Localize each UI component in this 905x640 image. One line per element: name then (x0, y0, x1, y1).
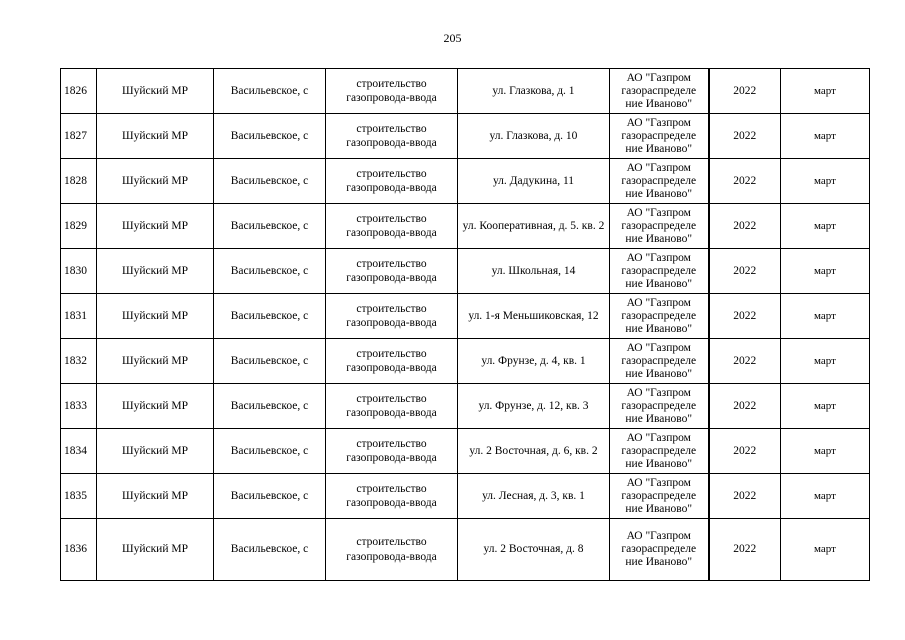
settlement-cell: Васильевское, с (214, 294, 326, 339)
table-row (61, 294, 870, 339)
work-type-cell: строительство газопровода-ввода (326, 429, 458, 474)
year-cell: 2022 (709, 114, 781, 159)
address-cell: ул. Школьная, 14 (458, 249, 610, 294)
district-cell: Шуйский МР (97, 339, 214, 384)
organization-cell: АО "Газпром газораспределе ние Иваново" (610, 249, 709, 294)
year-cell: 2022 (709, 474, 781, 519)
table-row (61, 339, 870, 384)
organization-cell: АО "Газпром газораспределе ние Иваново" (610, 114, 709, 159)
table-row (61, 114, 870, 159)
year-cell: 2022 (709, 69, 781, 114)
month-cell: март (781, 204, 870, 249)
row-number-cell: 1829 (61, 204, 97, 249)
month-cell: март (781, 69, 870, 114)
row-number-cell: 1833 (61, 384, 97, 429)
district-cell: Шуйский МР (97, 384, 214, 429)
month-cell: март (781, 114, 870, 159)
district-cell: Шуйский МР (97, 159, 214, 204)
month-cell: март (781, 159, 870, 204)
work-type-cell: строительство газопровода-ввода (326, 114, 458, 159)
work-type-cell: строительство газопровода-ввода (326, 294, 458, 339)
month-cell: март (781, 519, 870, 581)
settlement-cell: Васильевское, с (214, 249, 326, 294)
work-type-cell: строительство газопровода-ввода (326, 384, 458, 429)
organization-cell: АО "Газпром газораспределе ние Иваново" (610, 159, 709, 204)
work-type-cell: строительство газопровода-ввода (326, 69, 458, 114)
settlement-cell: Васильевское, с (214, 114, 326, 159)
row-number-cell: 1835 (61, 474, 97, 519)
organization-cell: АО "Газпром газораспределе ние Иваново" (610, 204, 709, 249)
year-cell: 2022 (709, 519, 781, 581)
year-cell: 2022 (709, 384, 781, 429)
organization-cell: АО "Газпром газораспределе ние Иваново" (610, 429, 709, 474)
table-row (61, 429, 870, 474)
district-cell: Шуйский МР (97, 69, 214, 114)
year-cell: 2022 (709, 159, 781, 204)
year-cell: 2022 (709, 339, 781, 384)
settlement-cell: Васильевское, с (214, 384, 326, 429)
row-number-cell: 1828 (61, 159, 97, 204)
month-cell: март (781, 384, 870, 429)
address-cell: ул. Лесная, д. 3, кв. 1 (458, 474, 610, 519)
work-type-cell: строительство газопровода-ввода (326, 519, 458, 581)
row-number-cell: 1827 (61, 114, 97, 159)
table-row (61, 249, 870, 294)
row-number-cell: 1832 (61, 339, 97, 384)
address-cell: ул. 2 Восточная, д. 8 (458, 519, 610, 581)
address-cell: ул. Фрунзе, д. 12, кв. 3 (458, 384, 610, 429)
month-cell: март (781, 429, 870, 474)
district-cell: Шуйский МР (97, 429, 214, 474)
table-row (61, 474, 870, 519)
work-type-cell: строительство газопровода-ввода (326, 249, 458, 294)
row-number-cell: 1831 (61, 294, 97, 339)
table-row (61, 204, 870, 249)
work-type-cell: строительство газопровода-ввода (326, 474, 458, 519)
district-cell: Шуйский МР (97, 294, 214, 339)
settlement-cell: Васильевское, с (214, 429, 326, 474)
address-cell: ул. Кооперативная, д. 5. кв. 2 (458, 204, 610, 249)
organization-cell: АО "Газпром газораспределе ние Иваново" (610, 294, 709, 339)
row-number-cell: 1834 (61, 429, 97, 474)
district-cell: Шуйский МР (97, 519, 214, 581)
year-cell: 2022 (709, 249, 781, 294)
organization-cell: АО "Газпром газораспределе ние Иваново" (610, 519, 709, 581)
year-cell: 2022 (709, 429, 781, 474)
page-number: 205 (443, 31, 462, 45)
district-cell: Шуйский МР (97, 114, 214, 159)
settlement-cell: Васильевское, с (214, 339, 326, 384)
table-row (61, 69, 870, 114)
year-cell: 2022 (709, 294, 781, 339)
table-body (61, 69, 870, 581)
address-cell: ул. 1-я Меньшиковская, 12 (458, 294, 610, 339)
work-type-cell: строительство газопровода-ввода (326, 159, 458, 204)
settlement-cell: Васильевское, с (214, 474, 326, 519)
table-row (61, 519, 870, 581)
table-row (61, 384, 870, 429)
row-number-cell: 1830 (61, 249, 97, 294)
month-cell: март (781, 249, 870, 294)
address-cell: ул. Глазкова, д. 10 (458, 114, 610, 159)
address-cell: ул. Дадукина, 11 (458, 159, 610, 204)
organization-cell: АО "Газпром газораспределе ние Иваново" (610, 339, 709, 384)
year-cell: 2022 (709, 204, 781, 249)
district-cell: Шуйский МР (97, 474, 214, 519)
month-cell: март (781, 294, 870, 339)
month-cell: март (781, 339, 870, 384)
work-type-cell: строительство газопровода-ввода (326, 339, 458, 384)
district-cell: Шуйский МР (97, 249, 214, 294)
work-type-cell: строительство газопровода-ввода (326, 204, 458, 249)
organization-cell: АО "Газпром газораспределе ние Иваново" (610, 69, 709, 114)
district-cell: Шуйский МР (97, 204, 214, 249)
settlement-cell: Васильевское, с (214, 204, 326, 249)
settlement-cell: Васильевское, с (214, 69, 326, 114)
row-number-cell: 1836 (61, 519, 97, 581)
month-cell: март (781, 474, 870, 519)
organization-cell: АО "Газпром газораспределе ние Иваново" (610, 474, 709, 519)
address-cell: ул. 2 Восточная, д. 6, кв. 2 (458, 429, 610, 474)
settlement-cell: Васильевское, с (214, 519, 326, 581)
address-cell: ул. Фрунзе, д. 4, кв. 1 (458, 339, 610, 384)
row-number-cell: 1826 (61, 69, 97, 114)
settlement-cell: Васильевское, с (214, 159, 326, 204)
table-row (61, 159, 870, 204)
organization-cell: АО "Газпром газораспределе ние Иваново" (610, 384, 709, 429)
gas-connection-table (60, 68, 870, 581)
address-cell: ул. Глазкова, д. 1 (458, 69, 610, 114)
